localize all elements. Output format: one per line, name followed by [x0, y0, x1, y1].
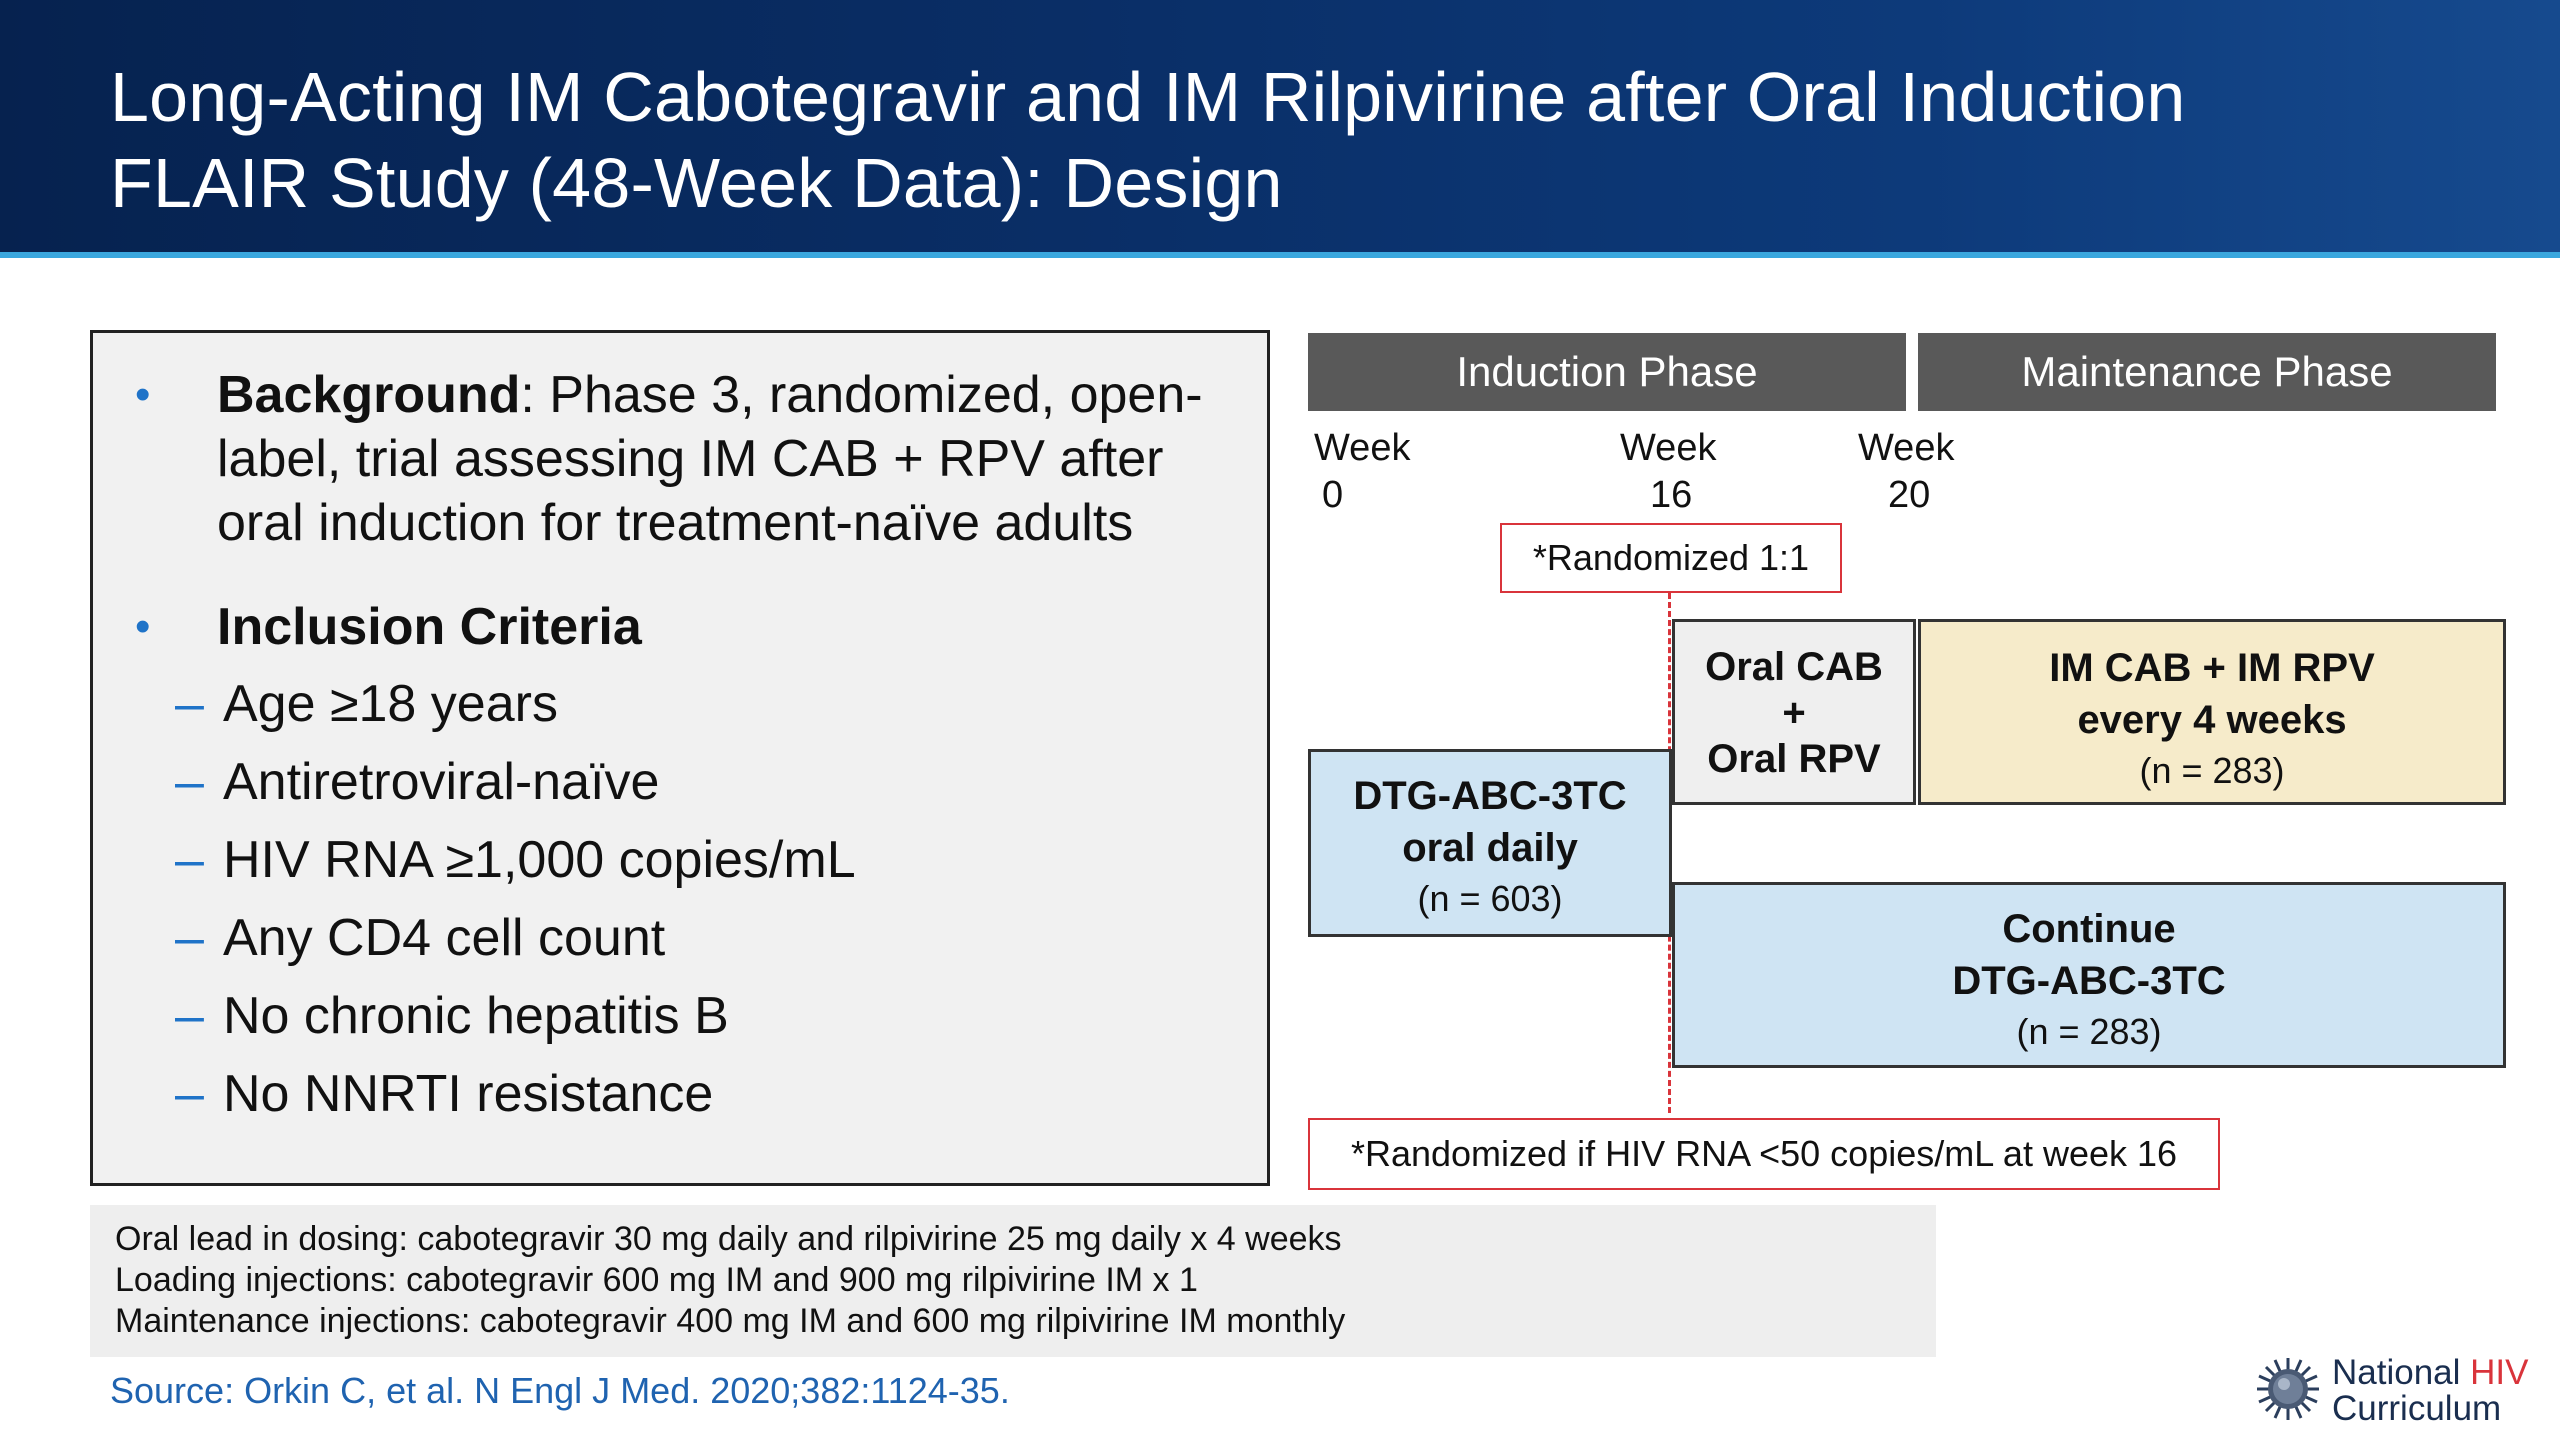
title-line-2: FLAIR Study (48-Week Data): Design	[110, 144, 1283, 222]
slide-title	[110, 54, 2185, 226]
im-cab-rpv-arm: IM CAB + IM RPV every 4 weeks (n = 283)	[1918, 619, 2506, 805]
background-label: Background	[217, 366, 521, 424]
inclusion-label: Inclusion Criteria	[217, 598, 642, 656]
dash-icon: –	[175, 831, 204, 889]
dosing-line: Maintenance injections: cabotegravir 400 mg IM and 600 mg rilpivirine IM monthly	[115, 1302, 1346, 1340]
induction-phase-header: Induction Phase	[1308, 333, 1906, 411]
dosing-notes	[90, 1205, 1936, 1357]
dash-icon: –	[175, 909, 204, 967]
dtg-abc-3tc-induction-arm: DTG-ABC-3TC oral daily (n = 603)	[1308, 749, 1672, 937]
week-0-number: 0	[1322, 474, 1344, 516]
background-text: : Phase 3, randomized, open-label, trial assessing IM CAB + RPV after oral induction for treatment-naïve adults	[217, 366, 1203, 552]
week-0-label: Week	[1314, 427, 1411, 469]
week-16-label: Week	[1620, 427, 1717, 469]
logo-text-national: National	[2332, 1353, 2471, 1392]
bullet-dot-icon: •	[135, 370, 151, 419]
randomized-label: *Randomized 1:1	[1500, 523, 1842, 593]
virus-icon	[2255, 1356, 2321, 1422]
source-citation: Source: Orkin C, et al. N Engl J Med. 2020;382:1124-35.	[110, 1370, 1010, 1411]
dosing-line: Loading injections: cabotegravir 600 mg IM and 900 mg rilpivirine IM x 1	[115, 1261, 1198, 1299]
logo-text-hiv: HIV	[2470, 1353, 2529, 1392]
dash-icon: –	[175, 987, 204, 1045]
randomization-footnote: *Randomized if HIV RNA <50 copies/mL at week 16	[1308, 1118, 2220, 1190]
bullet-dot-icon: •	[135, 602, 151, 651]
continue-dtg-arm: Continue DTG-ABC-3TC (n = 283)	[1672, 882, 2506, 1068]
national-hiv-curriculum-logo	[2255, 1350, 2545, 1430]
oral-cab-rpv-arm: Oral CAB + Oral RPV	[1672, 619, 1916, 805]
logo-text-curriculum: Curriculum	[2332, 1389, 2502, 1428]
week-20-number: 20	[1888, 474, 1931, 516]
title-line-1: Long-Acting IM Cabotegravir and IM Rilpivirine after Oral Induction	[110, 58, 2186, 136]
study-info-box: • Background: Phase 3, randomized, open-label, trial assessing IM CAB + RPV after oral induction for treatment-naïve adults • Inclusion Criteria – Age ≥18 years – Antiretroviral-naïve – HIV RNA ≥1,000 copies/mL – Any CD4 cell count – No chronic hepatitis B – No NNRTI resistance	[90, 330, 1270, 1186]
week-16-number: 16	[1650, 474, 1693, 516]
dosing-line: Oral lead in dosing: cabotegravir 30 mg daily and rilpivirine 25 mg daily x 4 weeks	[115, 1220, 1342, 1258]
maintenance-phase-header: Maintenance Phase	[1918, 333, 2496, 411]
week-20-label: Week	[1858, 427, 1955, 469]
dash-icon: –	[175, 675, 204, 733]
title-underline	[0, 252, 2560, 258]
dash-icon: –	[175, 1065, 204, 1123]
dash-icon: –	[175, 753, 204, 811]
